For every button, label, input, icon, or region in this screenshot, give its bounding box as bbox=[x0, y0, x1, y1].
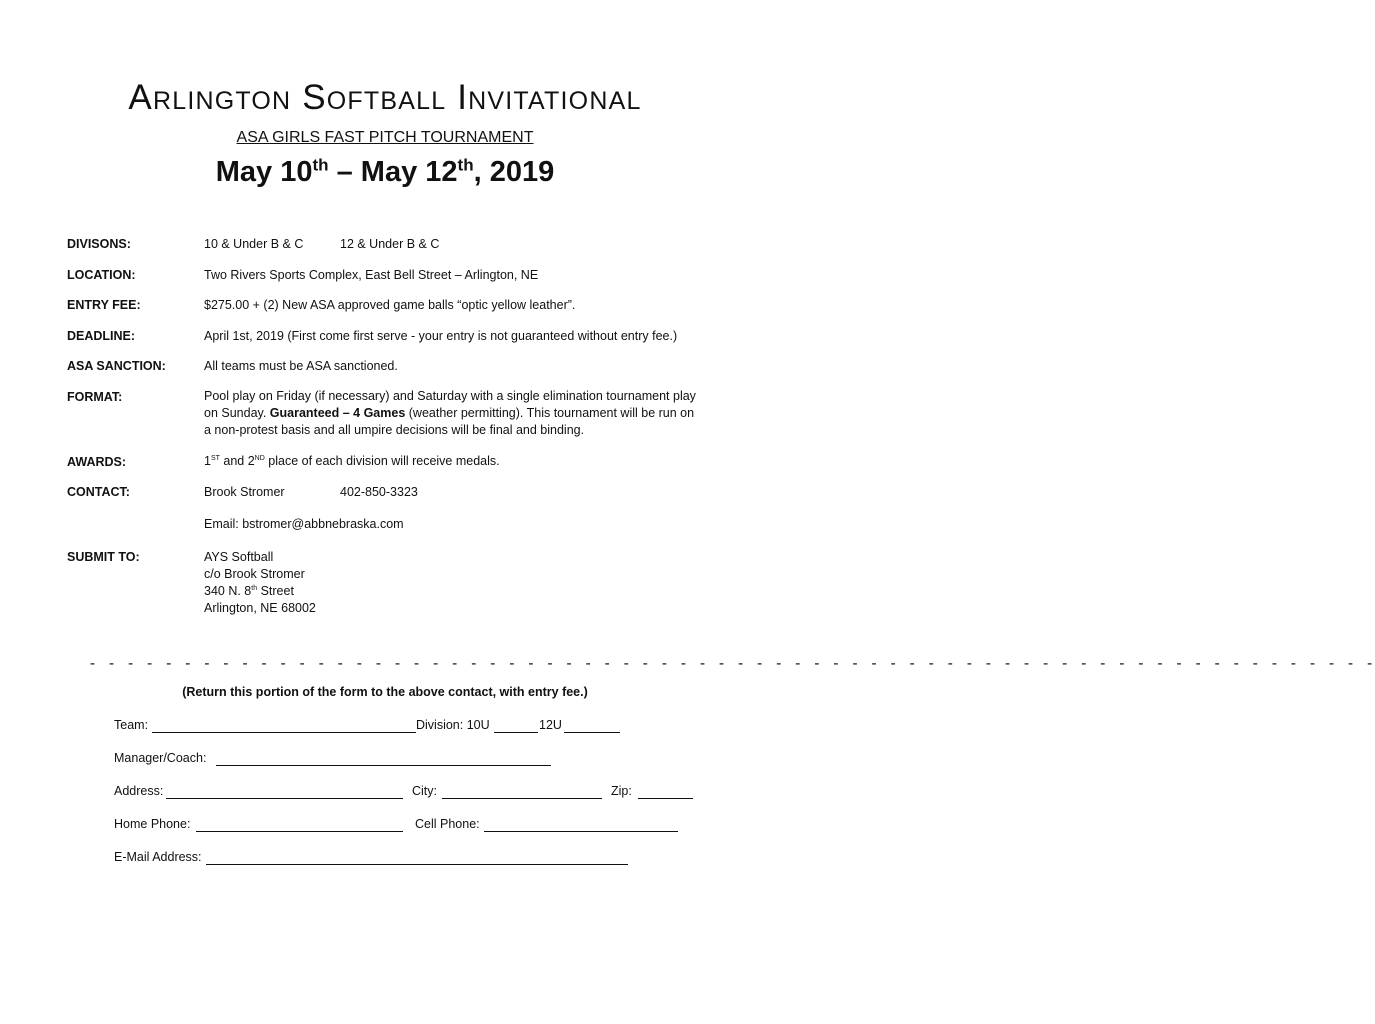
submit-address bbox=[204, 549, 316, 617]
contact-email: Email: bstromer@abbnebraska.com bbox=[204, 517, 404, 531]
page-title: Arlington Softball Invitational bbox=[128, 78, 642, 117]
manager-label: Manager/Coach: bbox=[114, 751, 207, 765]
division-label: Division: 10U bbox=[416, 718, 490, 732]
sanction-label: ASA SANCTION: bbox=[67, 359, 166, 373]
cell-phone-field[interactable] bbox=[484, 831, 678, 832]
return-instructions: (Return this portion of the form to the above contact, with entry fee.) bbox=[182, 685, 588, 699]
format-label: FORMAT: bbox=[67, 390, 123, 404]
location-label: LOCATION: bbox=[67, 268, 136, 282]
email-field[interactable] bbox=[206, 864, 628, 865]
cut-line-divider: - - - - - - - - - - - - - - - - - - - - - - - - - - - - - - - - - - - - - - - - - - - - - - - - - - - - - - - - - - - - - - - - - - - - bbox=[88, 654, 1375, 672]
submit-line-3: 340 N. 8th Street bbox=[204, 584, 294, 598]
email-label: E-Mail Address: bbox=[114, 850, 202, 864]
location-value: Two Rivers Sports Complex, East Bell Street – Arlington, NE bbox=[204, 268, 539, 282]
format-value: Pool play on Friday (if necessary) and Saturday with a single elimination tournament play on Sunday. Guaranteed – 4 Games (weather permitting). This tournament will be run on a non-protest basis and all umpire decisions will be final and binding. bbox=[204, 389, 696, 437]
divisions-10u: 10 & Under B & C bbox=[204, 237, 304, 251]
submit-line-1: AYS Softball bbox=[204, 550, 274, 564]
sanction-value: All teams must be ASA sanctioned. bbox=[204, 359, 398, 373]
manager-field[interactable] bbox=[216, 765, 551, 766]
home-phone-field[interactable] bbox=[196, 831, 403, 832]
submit-line-4: Arlington, NE 68002 bbox=[204, 601, 316, 615]
submit-line-2: c/o Brook Stromer bbox=[204, 567, 305, 581]
home-phone-label: Home Phone: bbox=[114, 817, 191, 831]
entry-fee-value: $275.00 + (2) New ASA approved game balls “optic yellow leather”. bbox=[204, 298, 576, 312]
city-field[interactable] bbox=[442, 798, 602, 799]
submit-to-label: SUBMIT TO: bbox=[67, 550, 140, 564]
deadline-value: April 1st, 2019 (First come first serve - your entry is not guaranteed without entry fee.) bbox=[204, 329, 678, 343]
team-field[interactable] bbox=[152, 732, 416, 733]
contact-phone: 402-850-3323 bbox=[340, 485, 418, 499]
contact-label: CONTACT: bbox=[67, 485, 130, 499]
team-label: Team: bbox=[114, 718, 149, 732]
awards-label: AWARDS: bbox=[67, 455, 127, 469]
contact-name: Brook Stromer bbox=[204, 485, 285, 499]
address-label: Address: bbox=[114, 784, 164, 798]
cell-phone-label: Cell Phone: bbox=[415, 817, 480, 831]
division-12u-label: 12U bbox=[539, 718, 562, 732]
address-field[interactable] bbox=[166, 798, 403, 799]
divisions-label: DIVISONS: bbox=[67, 237, 131, 251]
awards-value: 1ST and 2ND place of each division will receive medals. bbox=[204, 454, 500, 468]
zip-label: Zip: bbox=[611, 784, 632, 798]
deadline-label: DEADLINE: bbox=[67, 329, 136, 343]
tournament-subtitle: ASA GIRLS FAST PITCH TOURNAMENT bbox=[236, 129, 534, 146]
divisions-12u: 12 & Under B & C bbox=[340, 237, 440, 251]
zip-field[interactable] bbox=[638, 798, 693, 799]
division-12u-field[interactable] bbox=[564, 732, 620, 733]
entry-fee-label: ENTRY FEE: bbox=[67, 298, 141, 312]
tournament-dates: May 10th – May 12th, 2019 bbox=[215, 155, 555, 188]
city-label: City: bbox=[412, 784, 437, 798]
division-10u-field[interactable] bbox=[494, 732, 538, 733]
